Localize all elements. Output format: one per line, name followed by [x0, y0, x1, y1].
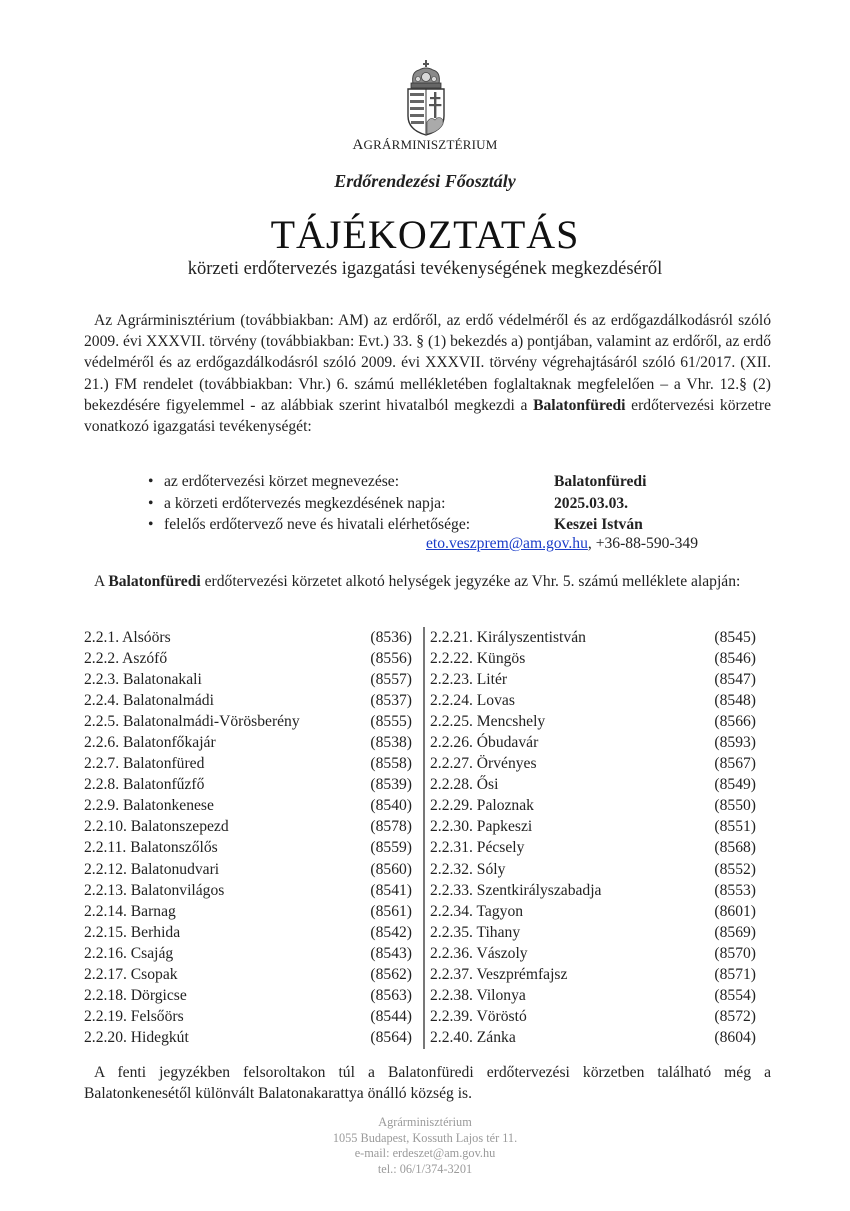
detail-item: [148, 493, 788, 515]
list-intro-prefix: A: [94, 573, 109, 590]
place-name: 2.2.2. Aszófő: [84, 650, 168, 668]
list-intro-district-name: Balatonfüredi: [108, 573, 201, 590]
place-name: 2.2.40. Zánka: [430, 1028, 516, 1046]
place-code: (8559): [370, 839, 412, 857]
place-code: (8569): [714, 923, 756, 941]
place-name: 2.2.11. Balatonszőlős: [84, 839, 218, 857]
place-row: [84, 880, 414, 901]
place-code: (8549): [714, 776, 756, 794]
place-row: [430, 922, 760, 943]
place-row: [430, 774, 760, 795]
place-code: (8556): [370, 650, 412, 668]
place-code: (8543): [370, 944, 412, 962]
place-code: (8540): [370, 797, 412, 815]
intro-district-name: Balatonfüredi: [533, 396, 626, 414]
phone-number: , +36-88-590-349: [587, 535, 699, 552]
place-name: 2.2.37. Veszprémfajsz: [430, 965, 568, 983]
place-code: (8601): [714, 902, 756, 920]
intro-text-2: erdőtervezési körzetre vonatkozó igazgatási tevékenységét:: [84, 396, 771, 436]
place-name: 2.2.28. Ősi: [430, 776, 499, 794]
place-code: (8567): [714, 755, 756, 773]
place-code: (8541): [370, 881, 412, 899]
place-name: 2.2.17. Csopak: [84, 965, 178, 983]
place-name: 2.2.5. Balatonalmádi-Vörösberény: [84, 713, 300, 731]
place-code: (8578): [370, 818, 412, 836]
place-name: 2.2.32. Sóly: [430, 860, 506, 878]
place-row: [84, 985, 414, 1006]
place-code: (8570): [714, 944, 756, 962]
place-code: (8537): [370, 692, 412, 710]
place-code: (8571): [714, 965, 756, 983]
place-name: 2.2.16. Csajág: [84, 944, 174, 962]
place-name: 2.2.14. Barnag: [84, 902, 176, 920]
place-name: 2.2.4. Balatonalmádi: [84, 692, 214, 710]
place-code: (8568): [714, 839, 756, 857]
place-row: [84, 753, 414, 774]
place-name: 2.2.30. Papkeszi: [430, 818, 533, 836]
place-name: 2.2.20. Hidegkút: [84, 1028, 189, 1046]
place-code: (8561): [370, 902, 412, 920]
place-row: [84, 922, 414, 943]
place-row: [430, 964, 760, 985]
place-code: (8550): [714, 797, 756, 815]
place-row: [430, 943, 760, 964]
place-row: [84, 1027, 414, 1048]
place-row: [84, 690, 414, 711]
place-row: [84, 964, 414, 985]
place-code: (8548): [714, 692, 756, 710]
intro-text-1: Az Agrárminisztérium (továbbiakban: AM) az erdőről, az erdő védelméről és az erdőgazdálkodásról szóló 2009. évi XXXVII. törvény (továbbiakban: Evt.) 33. § (1) bekezdés a) pontjában, valamint az erdőről, az erdő védelméről és az erdőgazdálkodásról szóló 2009. évi XXXVII. törvény végrehajtásáról szóló 61/2017. (XII. 21.) FM rendelet (továbbiakban: Vhr.) 6. számú mellékletében foglaltaknak megfelelően – a Vhr. 12.§ (2) bekezdésére figyelemmel - az alábbiak szerint hivatalból megkezdi a: [84, 312, 771, 414]
detail-value: 2025.03.03.: [554, 494, 629, 512]
footer-email: e-mail: erdeszet@am.gov.hu: [354, 1146, 496, 1161]
place-code: (8547): [714, 671, 756, 689]
place-code: (8539): [370, 776, 412, 794]
place-row: [430, 859, 760, 880]
place-row: [84, 732, 414, 753]
place-row: [430, 753, 760, 774]
place-row: [84, 901, 414, 922]
place-name: 2.2.7. Balatonfüred: [84, 755, 205, 773]
bullet-icon: •: [148, 494, 154, 512]
places-table: [84, 627, 774, 1049]
place-name: 2.2.21. Királyszentistván: [430, 629, 586, 646]
place-name: 2.2.29. Paloznak: [430, 797, 534, 815]
detail-label: a körzeti erdőtervezés megkezdésének napja:: [164, 494, 446, 512]
place-name: 2.2.10. Balatonszepezd: [84, 818, 229, 836]
detail-label: az erdőtervezési körzet megnevezése:: [164, 473, 400, 490]
place-row: [84, 837, 414, 858]
place-row: [430, 880, 760, 901]
list-intro-suffix: erdőtervezési körzetet alkotó helységek jegyzéke az Vhr. 5. számú melléklete alapján:: [200, 573, 741, 590]
place-name: 2.2.38. Vilonya: [430, 986, 526, 1004]
place-name: 2.2.35. Tihany: [430, 923, 521, 941]
place-code: (8545): [714, 629, 756, 646]
contact-line: [426, 535, 698, 553]
place-row: [84, 669, 414, 690]
place-row: [430, 901, 760, 922]
place-name: 2.2.27. Örvényes: [430, 755, 537, 773]
place-code: (8563): [370, 986, 412, 1004]
place-code: (8572): [714, 1007, 756, 1025]
places-column-right: [430, 627, 760, 1048]
bullet-icon: •: [148, 516, 154, 533]
place-name: 2.2.3. Balatonakali: [84, 671, 202, 689]
intro-paragraph: [84, 310, 771, 437]
place-code: (8542): [370, 923, 412, 941]
place-name: 2.2.39. Vöröstó: [430, 1007, 527, 1025]
detail-item: [148, 471, 788, 493]
place-row: [430, 837, 760, 858]
footer-address: 1055 Budapest, Kossuth Lajos tér 11.: [332, 1130, 518, 1145]
place-row: [430, 985, 760, 1006]
closing-paragraph: [84, 1062, 771, 1104]
place-row: [84, 1006, 414, 1027]
place-name: 2.2.22. Küngös: [430, 650, 526, 668]
bullet-icon: •: [148, 473, 154, 490]
place-code: (8552): [714, 860, 756, 878]
place-row: [84, 648, 414, 669]
place-code: (8593): [714, 734, 756, 752]
place-name: 2.2.9. Balatonkenese: [84, 797, 214, 815]
place-code: (8538): [370, 734, 412, 752]
place-row: [430, 1027, 760, 1048]
ministry-name-initial: A: [352, 137, 364, 153]
place-code: (8560): [370, 860, 412, 878]
place-name: 2.2.13. Balatonvilágos: [84, 881, 225, 899]
place-name: 2.2.31. Pécsely: [430, 839, 525, 857]
document-subtitle: körzeti erdőtervezés igazgatási tevékenységének megkezdéséről: [187, 259, 663, 279]
detail-value: Keszei István: [554, 516, 643, 533]
place-code: (8558): [370, 755, 412, 773]
place-name: 2.2.15. Berhida: [84, 923, 181, 941]
place-row: [84, 859, 414, 880]
place-code: (8562): [370, 965, 412, 983]
place-name: 2.2.26. Óbudavár: [430, 734, 539, 752]
footer-phone: tel.: 06/1/374-3201: [377, 1161, 473, 1176]
place-code: (8604): [714, 1028, 756, 1046]
footer-org: Agrárminisztérium: [378, 1115, 472, 1129]
list-intro-paragraph: [84, 571, 771, 592]
place-code: (8536): [370, 629, 412, 646]
place-name: 2.2.33. Szentkirályszabadja: [430, 881, 602, 899]
department-name: Erdőrendezési Főosztály: [334, 171, 516, 191]
place-code: (8555): [370, 713, 412, 731]
place-name: 2.2.36. Vászoly: [430, 944, 528, 962]
closing-text: A fenti jegyzékben felsoroltakon túl a Balatonfüredi erdőtervezési körzetben található még a Balatonkenesétől különvált Balatonakarattya önálló község is.: [84, 1064, 771, 1103]
place-name: 2.2.18. Dörgicse: [84, 986, 187, 1004]
place-row: [430, 816, 760, 837]
detail-value: Balatonfüredi: [554, 473, 647, 490]
place-row: [430, 732, 760, 753]
place-row: [430, 627, 760, 648]
place-name: 2.2.8. Balatonfűzfő: [84, 776, 205, 794]
place-row: [84, 795, 414, 816]
place-name: 2.2.23. Litér: [430, 671, 508, 689]
place-row: [84, 711, 414, 732]
place-code: (8557): [370, 671, 412, 689]
place-name: 2.2.12. Balatonudvari: [84, 860, 220, 878]
place-row: [430, 669, 760, 690]
place-code: (8566): [714, 713, 756, 731]
place-code: (8546): [714, 650, 756, 668]
place-code: (8554): [714, 986, 756, 1004]
place-row: [430, 795, 760, 816]
ministry-name: [0, 137, 850, 154]
place-name: 2.2.34. Tagyon: [430, 902, 524, 920]
place-row: [430, 711, 760, 732]
place-row: [430, 1006, 760, 1027]
place-row: [84, 816, 414, 837]
place-code: (8551): [714, 818, 756, 836]
ministry-name-rest: GRÁRMINISZTÉRIUM: [363, 137, 498, 152]
place-row: [430, 690, 760, 711]
places-column-left: [84, 627, 414, 1048]
column-divider: [423, 627, 425, 1049]
coat-of-arms-icon: [405, 58, 447, 136]
place-name: 2.2.1. Alsóörs: [84, 629, 171, 646]
place-name: 2.2.6. Balatonfőkajár: [84, 734, 216, 752]
place-row: [84, 627, 414, 648]
place-code: (8544): [370, 1007, 412, 1025]
email-link[interactable]: eto.veszprem@am.gov.hu: [426, 535, 588, 552]
details-list: [148, 471, 788, 536]
place-name: 2.2.24. Lovas: [430, 692, 515, 710]
document-title: TÁJÉKOZTATÁS: [270, 212, 580, 257]
place-name: 2.2.19. Felsőörs: [84, 1007, 184, 1025]
place-code: (8553): [714, 881, 756, 899]
detail-label: felelős erdőtervező neve és hivatali elérhetősége:: [164, 516, 471, 533]
place-code: (8564): [370, 1028, 412, 1046]
place-name: 2.2.25. Mencshely: [430, 713, 546, 731]
place-row: [84, 774, 414, 795]
place-row: [430, 648, 760, 669]
place-row: [84, 943, 414, 964]
detail-item: [148, 514, 788, 536]
footer: [0, 1115, 850, 1177]
